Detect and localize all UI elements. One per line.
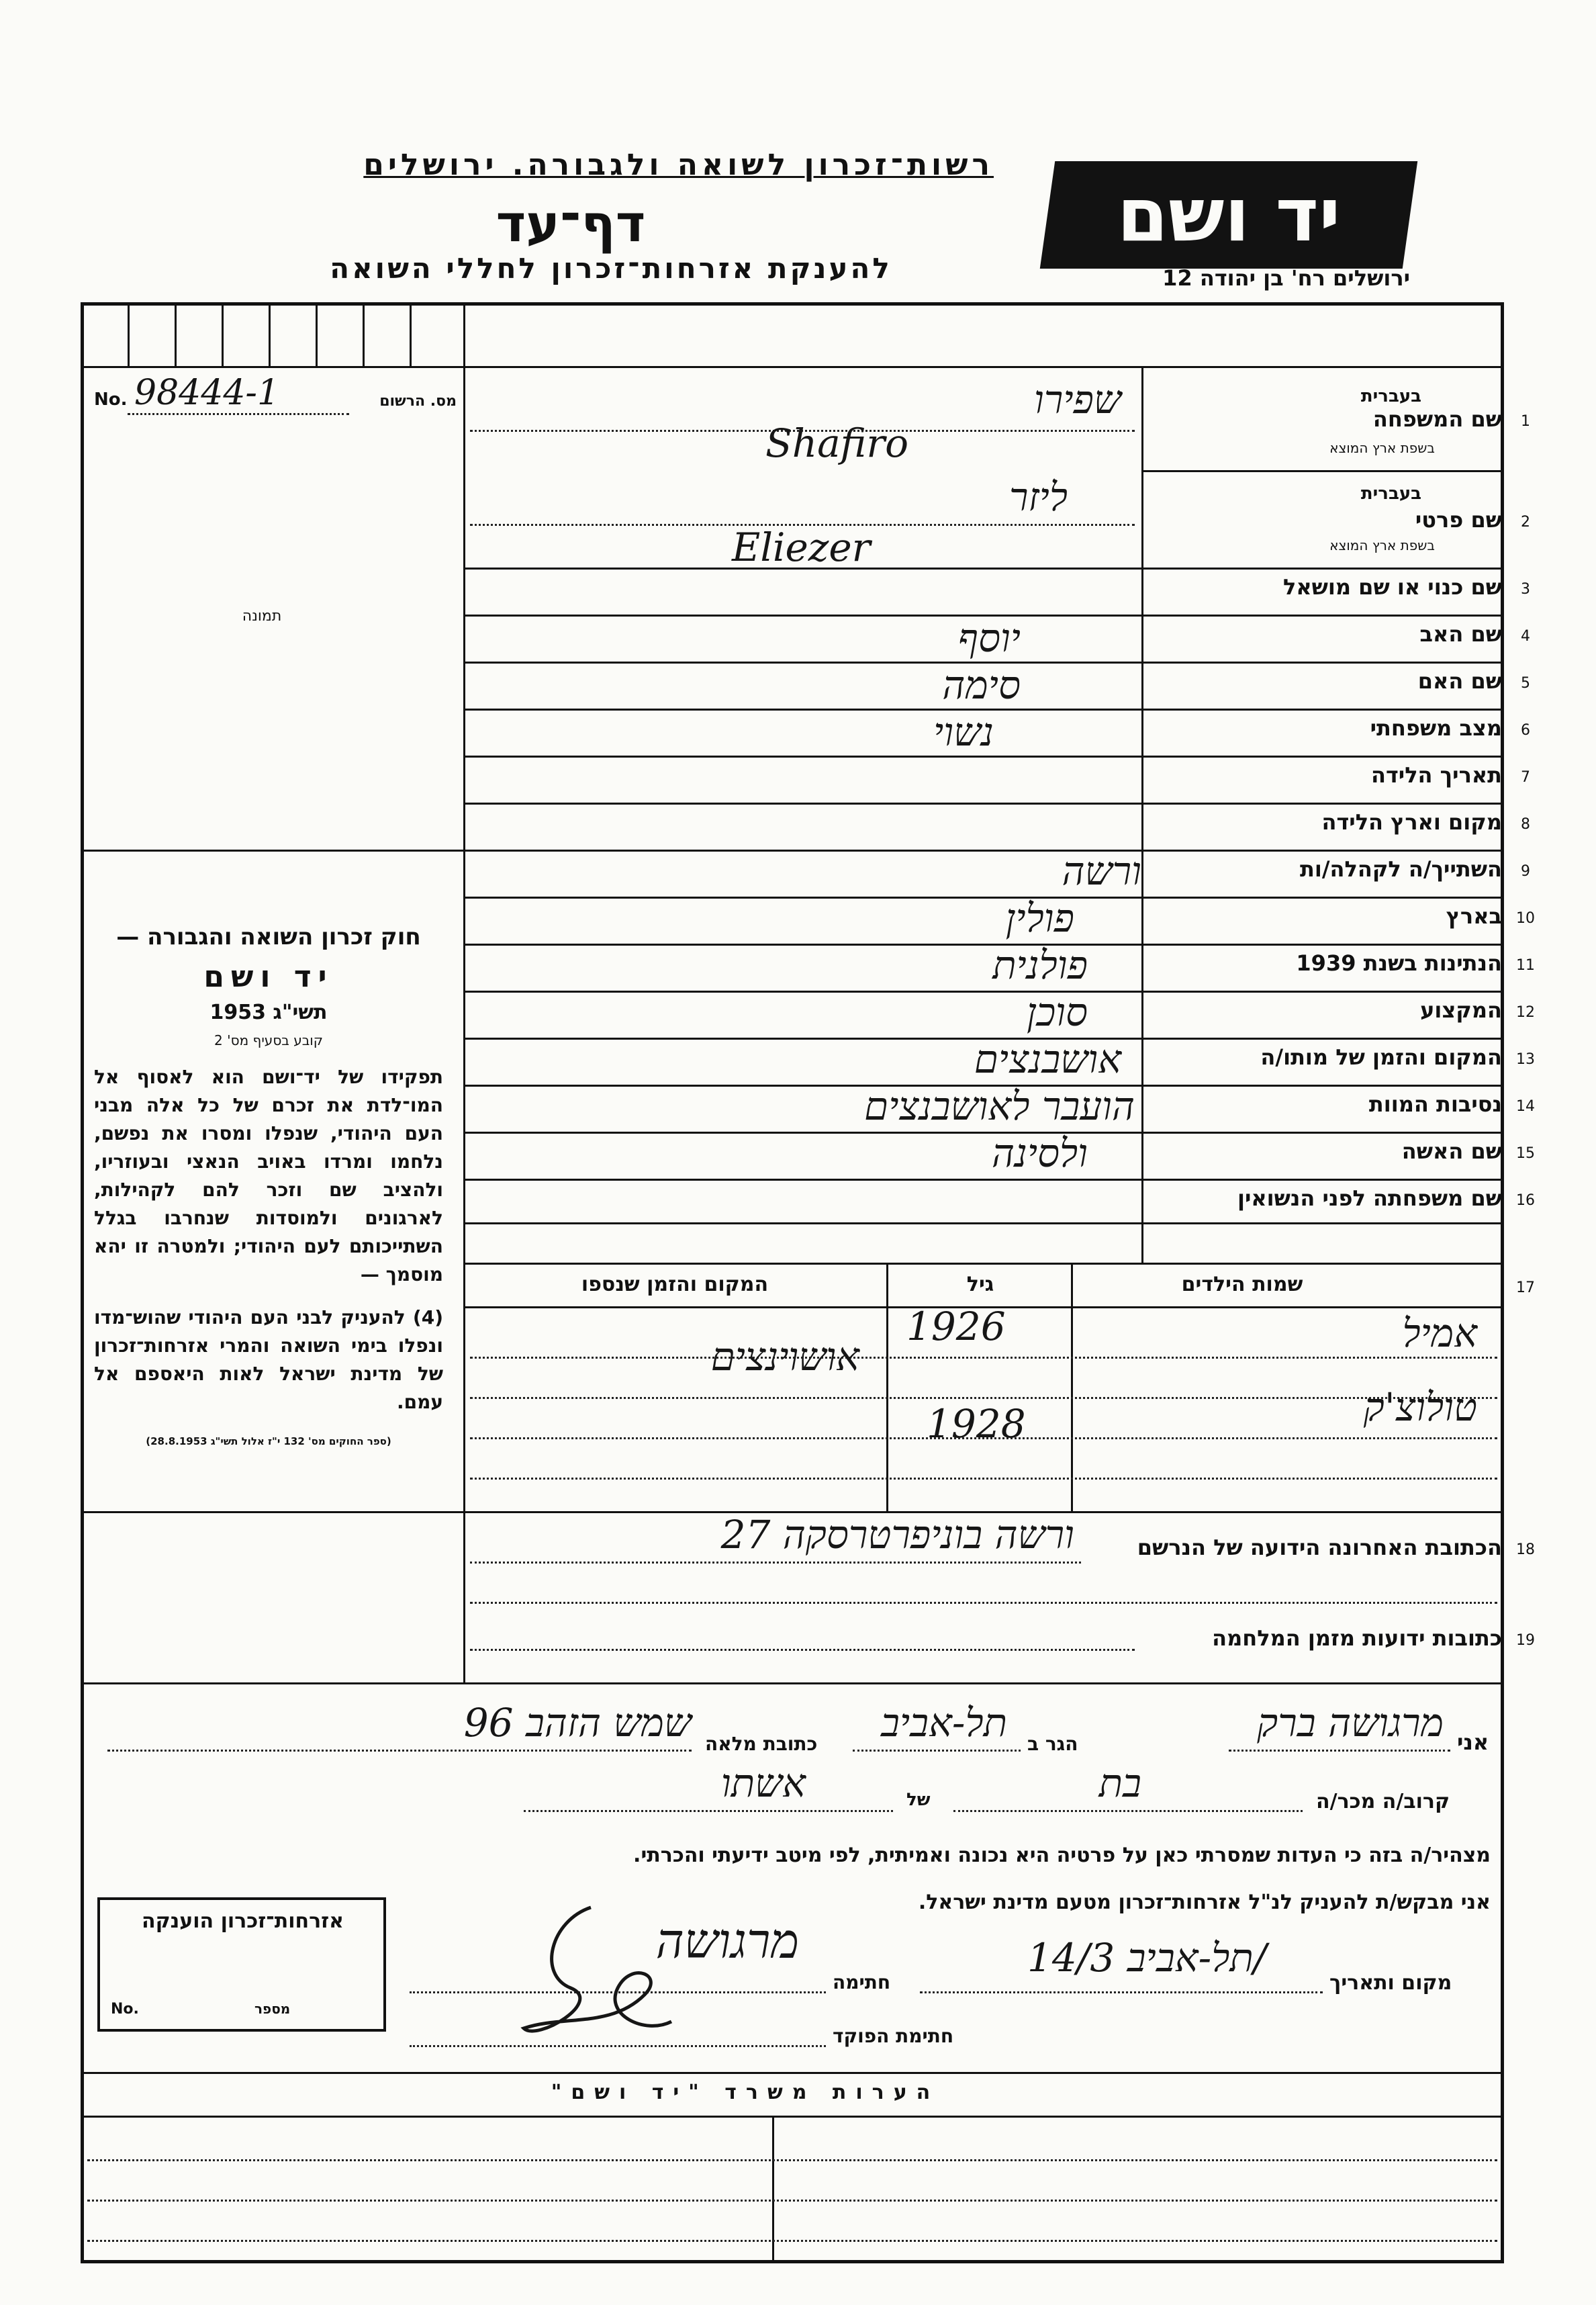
field-label-death-place-time: המקום והזמן של מותו/ה <box>1260 1044 1502 1070</box>
field-label-nickname: שם כנוי או שם מושאל <box>1282 574 1502 600</box>
law-title: חוק זכרון השואה והגבורה — <box>116 923 421 950</box>
field-label-birth-date: תאריך הלידה <box>1370 762 1502 788</box>
strip-cell-divider <box>363 306 365 366</box>
law-year: תשי"ג 1953 <box>209 1001 328 1024</box>
family-name-hebrew-value: שפירו <box>1034 377 1121 422</box>
field-label-citizenship-1939: הנתינות בשנת 1939 <box>1296 950 1502 976</box>
field-label-father-name: שם האב <box>1419 621 1502 647</box>
field-label-community: השתייך/ה לקהלה/ות <box>1299 856 1502 882</box>
office-notes-title: הערות משרד "יד ושם" <box>551 2081 940 2104</box>
row-line <box>1143 470 1502 472</box>
law-text: תפקידו של יד־ושם הוא לאסוף אל המו־לדת את זכרם של כל אלה מבני העם היהודי, שנפלו ומסרו את נפשם, נלחמו ומרדו באויב הנאצי ובעוזריו, ולהציב שם וזכר להם לקהילות, לארגונים ולמוסדות שנחרבו בגלל השתייכותם לעם היהודי; ולמטרה זו יהא מוסמך — <box>94 1066 443 1285</box>
strip-cell-divider <box>316 306 318 366</box>
row-line <box>465 366 1502 368</box>
field-label-wife-name: שם האשה <box>1401 1138 1502 1164</box>
stamp-title: אזרחות־זכרון הוענקה <box>141 1909 344 1933</box>
relative-label: קרוב/ה מכר/ה <box>1316 1790 1450 1813</box>
child-age: 1928 <box>927 1401 1026 1447</box>
request-text: אני מבקש/ת להעניק לנ"ל אזרחות־זכרון מטעם מדינת ישראל. <box>918 1891 1491 1914</box>
official-dotted-line <box>410 2045 826 2047</box>
first-name-local-value: Eliezer <box>732 525 871 570</box>
photo-label: תמונה <box>242 608 282 625</box>
organization-name: רשות־זכרון לשואה ולגבורה. ירושלים <box>363 148 994 182</box>
registration-dotted-line <box>128 413 349 415</box>
field-number: 8 <box>1521 816 1530 833</box>
country-value: פולין <box>1005 895 1074 941</box>
field-label-mother-name: שם האם <box>1417 668 1502 694</box>
registration-number: 98444-1 <box>134 373 280 413</box>
strip-cell-divider <box>175 306 177 366</box>
form-subtitle: להענקת אזרחות־זכרון לחללי השואה <box>330 252 892 285</box>
children-names-header: שמות הילדים <box>1181 1273 1303 1296</box>
declarant-lives-label: הגר ב <box>1027 1733 1078 1755</box>
row-line <box>465 1179 1502 1181</box>
stamp-number-label: מספר <box>254 2001 291 2017</box>
form-title: דף־עד <box>496 193 646 253</box>
signature-scribble <box>510 1894 685 2062</box>
official-signature-label: חתימת הפוקד <box>833 2025 954 2047</box>
children-place-header: המקום והזמן שנספו <box>581 1273 769 1296</box>
field-number: 5 <box>1521 675 1530 692</box>
law-name: יד ושם <box>203 960 334 994</box>
law-source: (ספר החוקים מס' 132 י"ז אלול תשי"ג 28.8.1953) <box>146 1435 391 1447</box>
field-number: 12 <box>1516 1004 1535 1021</box>
declarant-city-value: תל-אביב <box>880 1700 1007 1746</box>
wife-name-value: ולסינה <box>991 1130 1088 1176</box>
registration-no-label: No. <box>94 390 128 410</box>
field-number: 16 <box>1516 1192 1535 1209</box>
first-name-hebrew-value: ליזר <box>1009 474 1068 520</box>
full-address-value: שמש הזהב 96 <box>463 1700 692 1746</box>
father-name-value: יוסף <box>957 615 1021 661</box>
children-col-divider <box>886 1263 888 1511</box>
field-number: 4 <box>1521 628 1530 645</box>
field-number: 19 <box>1516 1632 1535 1649</box>
profession-value: סוכן <box>1027 989 1088 1035</box>
field-number: 15 <box>1516 1145 1535 1162</box>
child-age: 1926 <box>906 1304 1006 1349</box>
citizenship-stamp-box <box>97 1897 386 2032</box>
yad-vashem-logo: יד ושם <box>1117 172 1341 258</box>
children-col-divider <box>1071 1263 1073 1511</box>
declarant-dotted-line <box>920 1991 1323 1993</box>
sublabel-origin-language: בשפת ארץ המוצא <box>1329 537 1435 553</box>
field-label-first-name: שם פרטי <box>1415 507 1502 533</box>
field-label-maiden-name: שם משפחתה לפני הנשואין <box>1237 1185 1502 1211</box>
child-name: טולוצ'ק <box>1363 1384 1477 1430</box>
law-text-clause: (4) להעניק לבני העם היהודי שהוש־מדו ונפלו בימי השואה והמרי אזרחות־זכרון של מדינת ישראל לאות היאספם אל עמם. <box>94 1306 443 1413</box>
signature-label: חתימה <box>833 1971 891 1993</box>
row-line <box>465 1222 1502 1224</box>
law-section <box>94 923 443 1447</box>
full-address-label: כתובת מלאה <box>705 1733 818 1755</box>
strip-cell-divider <box>128 306 130 366</box>
row-line <box>465 803 1502 805</box>
field-label-profession: המקצוע <box>1420 997 1502 1023</box>
field-label-wartime-addresses: כתובות ידועות מזמן המלחמה <box>1212 1625 1502 1651</box>
field-label-last-address: הכתובת האחרונה הידועה של הנרשם <box>1137 1535 1502 1560</box>
declarant-signature: מרגושה <box>655 1913 799 1969</box>
strip-cell-divider <box>269 306 271 366</box>
field-number: 7 <box>1521 769 1530 786</box>
row-line <box>465 756 1502 758</box>
children-age-header: גיל <box>966 1273 994 1296</box>
field-number: 9 <box>1521 863 1530 880</box>
declarant-dotted-line <box>107 1750 692 1752</box>
field-number: 13 <box>1516 1051 1535 1068</box>
community-value: ורשה <box>1062 848 1141 894</box>
law-note: קובע בסעיף מס' 2 <box>214 1032 323 1048</box>
child-place: אושוינצים <box>710 1334 859 1380</box>
field-number: 11 <box>1516 957 1535 974</box>
mother-name-value: סימה <box>942 662 1021 708</box>
declarant-dotted-line <box>853 1750 1021 1752</box>
field-label-family-name: שם המשפחה <box>1372 406 1502 432</box>
field-number: 1 <box>1521 413 1530 430</box>
place-date-label: מקום ותאריך <box>1329 1971 1452 1995</box>
registration-label: מס. הרשום <box>379 393 457 410</box>
sublabel-hebrew: בעברית <box>1360 484 1421 504</box>
photo-box-bottom <box>81 850 465 852</box>
notes-dotted-line <box>87 2240 1497 2242</box>
notes-dotted-line <box>87 2159 1497 2161</box>
field-number: 2 <box>1521 514 1530 531</box>
declaration-text: מצהיר/ה בזה כי העדות שמסרתי כאן על פרטיה היא נכונה ואמיתית, לפי מיטב ידיעתי והכרתי. <box>633 1844 1491 1867</box>
declarant-name-value: מרגושה ברק <box>1257 1700 1444 1746</box>
field-number: 10 <box>1516 910 1535 927</box>
section-divider <box>81 1682 1504 1684</box>
field-number: 18 <box>1516 1541 1535 1558</box>
field-label-death-circumstances: נסיבות המוות <box>1368 1091 1502 1117</box>
strip-cell-divider <box>222 306 224 366</box>
address-dotted-line <box>470 1649 1135 1651</box>
field-number: 14 <box>1516 1098 1535 1115</box>
last-address-value: ורשה בוניפרטרסקה 27 <box>720 1512 1074 1557</box>
row-line <box>465 1263 1502 1265</box>
of-name-value: אשתו <box>720 1760 806 1806</box>
marital-status-value: נשוי <box>933 709 994 755</box>
notes-dotted-line <box>87 2200 1497 2202</box>
field-label-marital-status: מצב משפחתי <box>1370 715 1502 741</box>
family-name-local-value: Shafiro <box>765 420 908 466</box>
address-dotted-line <box>470 1562 1081 1564</box>
row-line <box>465 568 1502 570</box>
notes-header-line <box>81 2116 1504 2118</box>
death-place-value: אושבנצים <box>974 1036 1121 1082</box>
stamp-no-label: No. <box>111 2001 139 2018</box>
death-circumstances-value: הועבר לאושבנצים <box>864 1083 1135 1129</box>
field-label-birth-place: מקום וארץ הלידה <box>1321 809 1502 835</box>
institution-address: ירושלים רח' בן יהודה 12 <box>1162 265 1410 291</box>
address-dotted-line <box>470 1602 1497 1604</box>
children-row-line <box>470 1478 1497 1480</box>
sublabel-hebrew: בעברית <box>1360 386 1421 406</box>
field-number: 17 <box>1516 1279 1535 1296</box>
citizenship-value: פולנית <box>992 942 1088 988</box>
declarant-dotted-line <box>953 1810 1303 1812</box>
notes-top-line <box>81 2072 1504 2074</box>
strip-cell-divider <box>410 306 412 366</box>
relation-value: בת <box>1098 1760 1141 1806</box>
declarant-dotted-line <box>524 1810 893 1812</box>
place-date-value: תל-אביב 14/3/ <box>1027 1935 1267 1981</box>
sublabel-origin-language: בשפת ארץ המוצא <box>1329 440 1435 456</box>
declarant-i-label: אני <box>1457 1729 1489 1755</box>
field-label-country: בארץ <box>1446 903 1502 929</box>
declarant-dotted-line <box>1229 1750 1450 1752</box>
of-label: של <box>906 1790 931 1810</box>
label-column-divider <box>1141 366 1143 1263</box>
field-number: 6 <box>1521 722 1530 739</box>
field-number: 3 <box>1521 581 1530 598</box>
child-name: אמיל <box>1402 1310 1477 1356</box>
